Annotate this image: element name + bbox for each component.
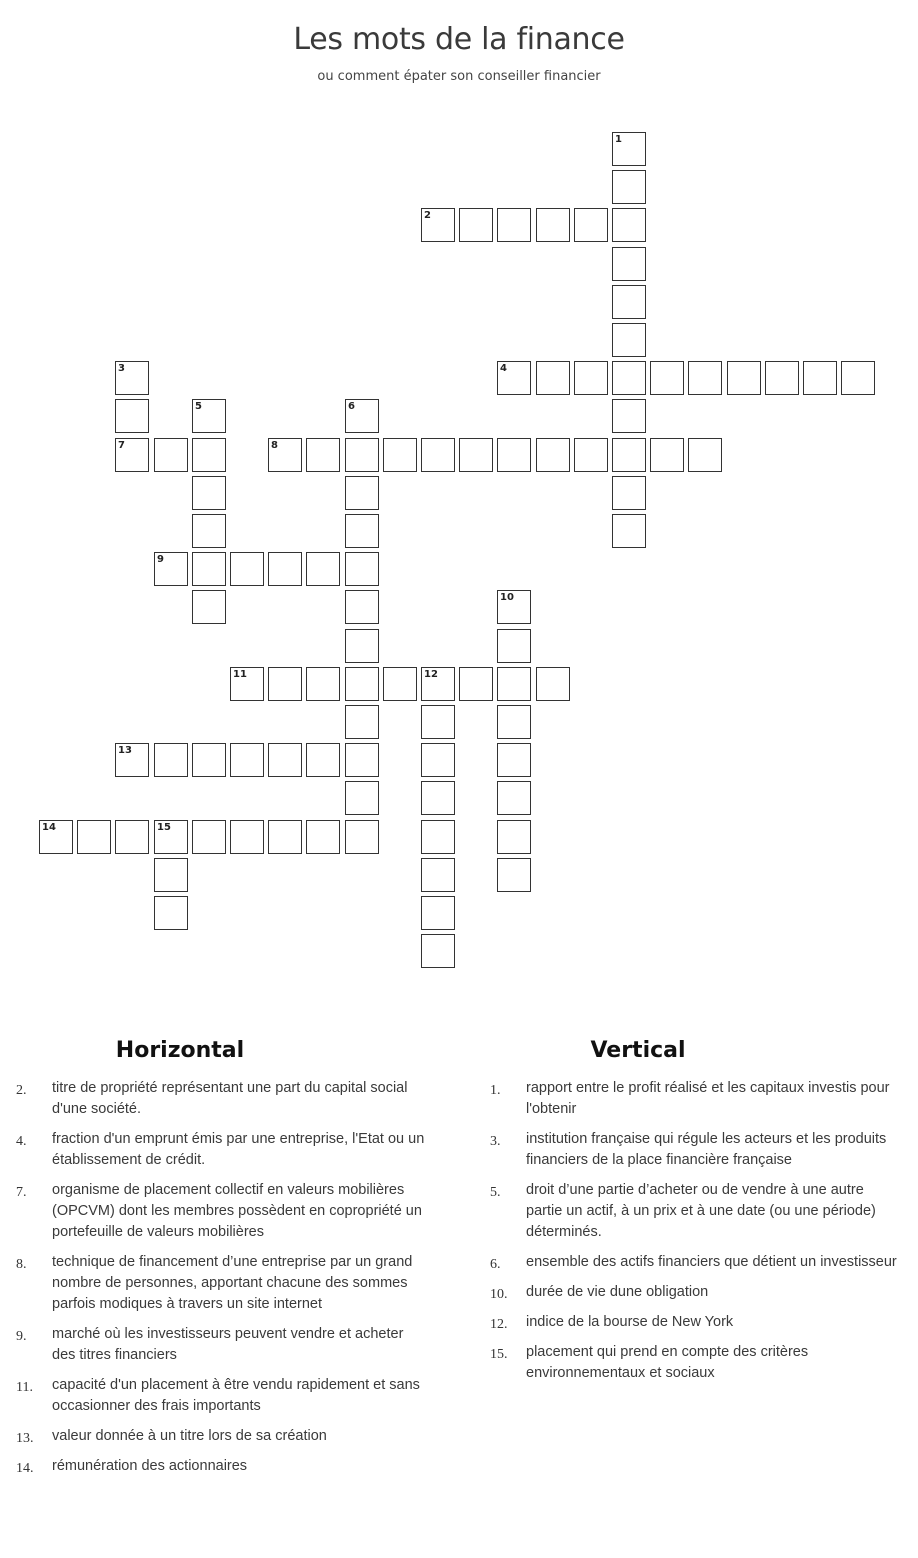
- down-heading: Vertical: [590, 1038, 686, 1063]
- clue-item-number: 5.: [490, 1185, 501, 1200]
- crossword-cell[interactable]: [650, 438, 684, 472]
- clue-item-text: titre de propriété représentant une part du capital social d'une société.: [52, 1080, 408, 1117]
- clue-item-text: rapport entre le profit réalisé et les capitaux investis pour l'obtenir: [526, 1080, 890, 1117]
- crossword-cell[interactable]: [688, 438, 722, 472]
- crossword-cell[interactable]: [230, 743, 264, 777]
- clue-item-number: 8.: [16, 1257, 27, 1272]
- crossword-cell[interactable]: [612, 399, 646, 433]
- clue-item-text: droit d’une partie d’acheter ou de vendre à une autre partie un actif, à un prix et à une date (ou une période) déterminés.: [526, 1182, 876, 1240]
- crossword-cell[interactable]: [574, 438, 608, 472]
- clue-item-number: 7.: [16, 1185, 27, 1200]
- crossword-cell[interactable]: [497, 438, 531, 472]
- crossword-cell[interactable]: [497, 781, 531, 815]
- crossword-cell[interactable]: [383, 438, 417, 472]
- down-clue-list: [490, 1078, 900, 1393]
- clue-item-number: 2.: [16, 1083, 27, 1098]
- crossword-cell[interactable]: [306, 667, 340, 701]
- crossword-cell[interactable]: [115, 361, 149, 395]
- crossword-cell[interactable]: [306, 552, 340, 586]
- clue-number-label: 11: [233, 669, 247, 680]
- crossword-cell[interactable]: [497, 590, 531, 624]
- clue-item: [490, 1342, 900, 1384]
- clue-number-label: 2: [424, 210, 431, 221]
- crossword-cell[interactable]: [306, 743, 340, 777]
- crossword-cell[interactable]: [497, 667, 531, 701]
- page-subtitle: ou comment épater son conseiller financier: [317, 69, 601, 84]
- clue-item: [16, 1456, 426, 1477]
- crossword-cell[interactable]: [306, 820, 340, 854]
- clue-item-text: indice de la bourse de New York: [526, 1314, 734, 1330]
- crossword-cell[interactable]: [650, 361, 684, 395]
- crossword-cell[interactable]: [192, 743, 226, 777]
- crossword-cell[interactable]: [841, 361, 875, 395]
- crossword-cell[interactable]: [345, 781, 379, 815]
- crossword-cell[interactable]: [154, 438, 188, 472]
- crossword-cell[interactable]: [421, 858, 455, 892]
- crossword-cell[interactable]: [459, 208, 493, 242]
- crossword-cell[interactable]: [192, 438, 226, 472]
- clue-number-label: 7: [118, 440, 125, 451]
- crossword-cell[interactable]: [345, 514, 379, 548]
- crossword-cell[interactable]: [268, 438, 302, 472]
- clue-item: [490, 1252, 900, 1273]
- clue-item-text: valeur donnée à un titre lors de sa création: [52, 1428, 327, 1444]
- clue-number-label: 15: [157, 822, 171, 833]
- crossword-cell[interactable]: [192, 399, 226, 433]
- crossword-cell[interactable]: [192, 514, 226, 548]
- crossword-cell[interactable]: [230, 552, 264, 586]
- crossword-cell[interactable]: [421, 781, 455, 815]
- across-clue-list: [16, 1078, 426, 1486]
- crossword-cell[interactable]: [345, 476, 379, 510]
- clue-item-number: 9.: [16, 1329, 27, 1344]
- crossword-cell[interactable]: [192, 552, 226, 586]
- crossword-cell[interactable]: [345, 705, 379, 739]
- crossword-cell[interactable]: [115, 399, 149, 433]
- clue-item-number: 1.: [490, 1083, 501, 1098]
- clue-number-label: 5: [195, 401, 202, 412]
- crossword-cell[interactable]: [115, 820, 149, 854]
- crossword-cell[interactable]: [803, 361, 837, 395]
- clue-item-text: marché où les investisseurs peuvent vendre et acheter des titres financiers: [52, 1326, 404, 1363]
- clue-item-text: ensemble des actifs financiers que détient un investisseur: [526, 1254, 897, 1270]
- crossword-cell[interactable]: [306, 438, 340, 472]
- crossword-cell[interactable]: [115, 743, 149, 777]
- crossword-cell[interactable]: [230, 820, 264, 854]
- crossword-cell[interactable]: [459, 438, 493, 472]
- clue-number-label: 3: [118, 363, 125, 374]
- crossword-cell[interactable]: [345, 552, 379, 586]
- clue-item-text: rémunération des actionnaires: [52, 1458, 248, 1474]
- crossword-cell[interactable]: [765, 361, 799, 395]
- crossword-cell[interactable]: [497, 629, 531, 663]
- clue-item-number: 4.: [16, 1134, 27, 1149]
- crossword-cell[interactable]: [612, 247, 646, 281]
- crossword-cell[interactable]: [612, 208, 646, 242]
- crossword-cell[interactable]: [612, 285, 646, 319]
- clue-number-label: 14: [42, 822, 56, 833]
- crossword-cell[interactable]: [39, 820, 73, 854]
- clue-item: [490, 1078, 900, 1120]
- crossword-cell[interactable]: [421, 705, 455, 739]
- crossword-cell[interactable]: [421, 438, 455, 472]
- crossword-cell[interactable]: [536, 208, 570, 242]
- crossword-cell[interactable]: [268, 820, 302, 854]
- crossword-cell[interactable]: [612, 323, 646, 357]
- crossword-cell[interactable]: [383, 667, 417, 701]
- crossword-cell[interactable]: [77, 820, 111, 854]
- crossword-cell[interactable]: [345, 743, 379, 777]
- clue-number-label: 6: [348, 401, 355, 412]
- crossword-cell[interactable]: [192, 590, 226, 624]
- crossword-cell[interactable]: [345, 438, 379, 472]
- crossword-cell[interactable]: [421, 820, 455, 854]
- clue-item: [16, 1324, 426, 1366]
- crossword-cell[interactable]: [536, 361, 570, 395]
- crossword-cell[interactable]: [345, 590, 379, 624]
- clue-item: [490, 1129, 900, 1171]
- clue-item: [16, 1180, 426, 1243]
- clue-item-text: institution française qui régule les acteurs et les produits financiers de la place financière française: [526, 1131, 887, 1168]
- clue-number-label: 4: [500, 363, 507, 374]
- crossword-cell[interactable]: [612, 361, 646, 395]
- crossword-cell[interactable]: [192, 820, 226, 854]
- crossword-cell[interactable]: [612, 514, 646, 548]
- clue-item-text: capacité d'un placement à être vendu rapidement et sans occasionner des frais importants: [52, 1377, 420, 1414]
- crossword-cell[interactable]: [497, 361, 531, 395]
- crossword-cell[interactable]: [154, 896, 188, 930]
- crossword-cell[interactable]: [154, 743, 188, 777]
- crossword-cell[interactable]: [612, 476, 646, 510]
- crossword-cell[interactable]: [268, 743, 302, 777]
- crossword-cell[interactable]: [574, 208, 608, 242]
- clue-number-label: 1: [615, 134, 622, 145]
- crossword-cell[interactable]: [497, 858, 531, 892]
- clue-number-label: 8: [271, 440, 278, 451]
- clue-number-label: 12: [424, 669, 438, 680]
- crossword-cell[interactable]: [574, 361, 608, 395]
- crossword-cell[interactable]: [497, 820, 531, 854]
- clue-item: [16, 1129, 426, 1171]
- crossword-cell[interactable]: [115, 438, 149, 472]
- crossword-cell[interactable]: [536, 438, 570, 472]
- clue-item-number: 15.: [490, 1347, 508, 1362]
- across-heading: Horizontal: [115, 1038, 245, 1063]
- crossword-cell[interactable]: [154, 858, 188, 892]
- page-title: Les mots de la finance: [293, 22, 625, 57]
- crossword-cell[interactable]: [688, 361, 722, 395]
- crossword-cell[interactable]: [345, 629, 379, 663]
- crossword-cell[interactable]: [612, 170, 646, 204]
- clue-item-text: organisme de placement collectif en valeurs mobilières (OPCVM) dont les membres possèdent en copropriété un portefeuille de valeurs mobilières: [52, 1182, 422, 1240]
- clue-item-text: durée de vie dune obligation: [526, 1284, 709, 1300]
- clue-item-text: technique de financement d’une entreprise par un grand nombre de personnes, apportant chacune des sommes parfois modiques à travers un site internet: [52, 1254, 413, 1312]
- clue-item: [16, 1375, 426, 1417]
- clue-item-number: 3.: [490, 1134, 501, 1149]
- crossword-cell[interactable]: [230, 667, 264, 701]
- clue-item: [16, 1252, 426, 1315]
- clue-item-number: 12.: [490, 1317, 508, 1332]
- clue-item: [16, 1078, 426, 1120]
- clue-item-number: 11.: [16, 1380, 33, 1395]
- clue-number-label: 13: [118, 745, 132, 756]
- crossword-cell[interactable]: [421, 208, 455, 242]
- crossword-cell[interactable]: [459, 667, 493, 701]
- crossword-cell[interactable]: [345, 667, 379, 701]
- clue-item-number: 13.: [16, 1431, 34, 1446]
- clue-item-number: 14.: [16, 1461, 34, 1476]
- crossword-cell[interactable]: [497, 208, 531, 242]
- crossword-cell[interactable]: [192, 476, 226, 510]
- crossword-cell[interactable]: [612, 132, 646, 166]
- clue-item: [16, 1426, 426, 1447]
- crossword-cell[interactable]: [268, 552, 302, 586]
- crossword-cell[interactable]: [421, 896, 455, 930]
- crossword-cell[interactable]: [497, 705, 531, 739]
- crossword-cell[interactable]: [421, 743, 455, 777]
- crossword-cell[interactable]: [421, 667, 455, 701]
- clue-item-number: 6.: [490, 1257, 501, 1272]
- clue-item: [490, 1312, 900, 1333]
- clue-item: [490, 1282, 900, 1303]
- clue-item: [490, 1180, 900, 1243]
- crossword-cell[interactable]: [268, 667, 302, 701]
- crossword-cell[interactable]: [536, 667, 570, 701]
- clue-item-text: fraction d'un emprunt émis par une entreprise, l'Etat ou un établissement de crédit.: [52, 1131, 425, 1168]
- clue-item-text: placement qui prend en compte des critères environnementaux et sociaux: [526, 1344, 809, 1381]
- crossword-cell[interactable]: [612, 438, 646, 472]
- clue-item-number: 10.: [490, 1287, 508, 1302]
- crossword-cell[interactable]: [497, 743, 531, 777]
- crossword-cell[interactable]: [421, 934, 455, 968]
- crossword-cell[interactable]: [154, 820, 188, 854]
- clue-number-label: 10: [500, 592, 514, 603]
- clue-number-label: 9: [157, 554, 164, 565]
- crossword-cell[interactable]: [727, 361, 761, 395]
- crossword-cell[interactable]: [154, 552, 188, 586]
- crossword-cell[interactable]: [345, 820, 379, 854]
- crossword-cell[interactable]: [345, 399, 379, 433]
